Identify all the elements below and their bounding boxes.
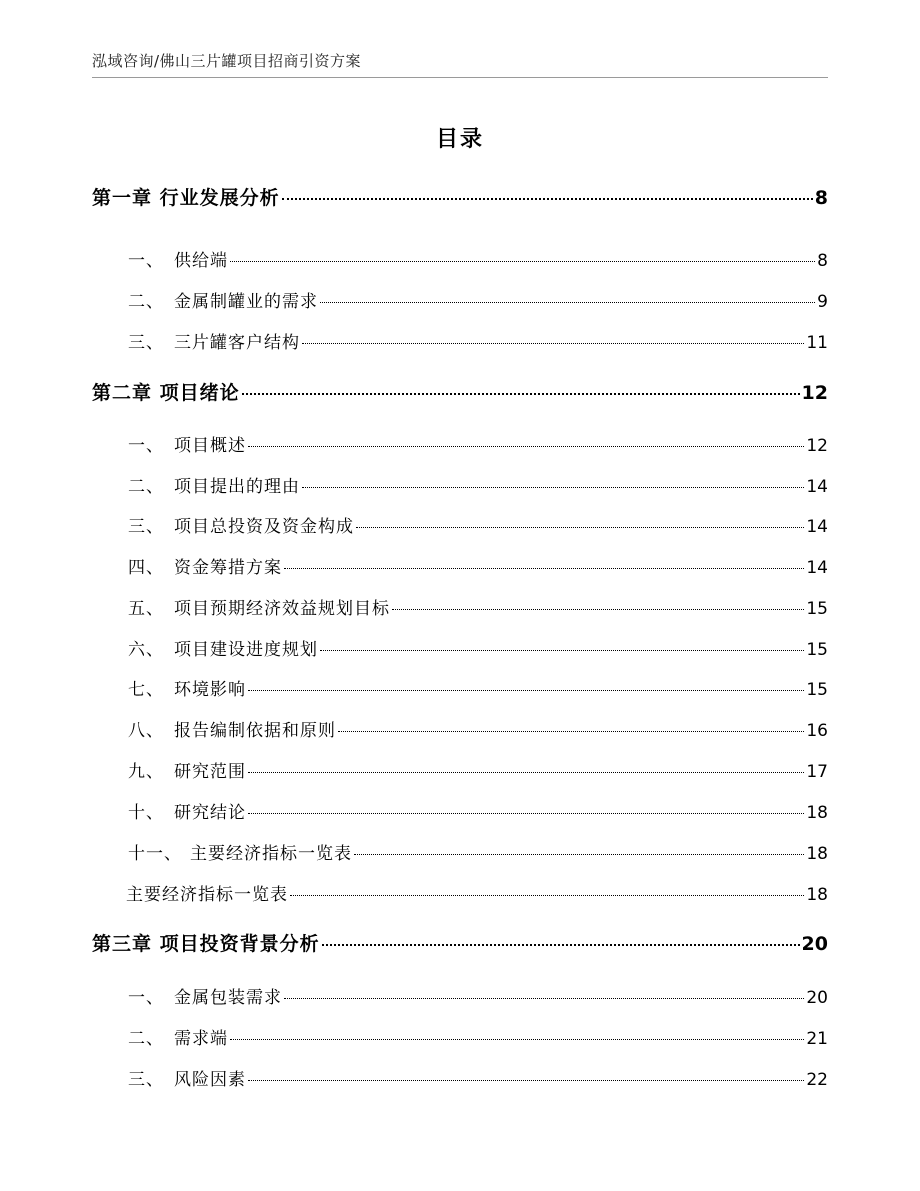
- dot-leader: [392, 609, 804, 610]
- toc-entry-number: 一、: [128, 988, 164, 1008]
- toc-entry-label: 项目预期经济效益规划目标: [174, 599, 390, 619]
- toc-entry-number: 第二章: [92, 382, 153, 404]
- toc-section[interactable]: [92, 1065, 828, 1089]
- toc-entry-label: 项目总投资及资金构成: [174, 517, 354, 537]
- toc-entry-label: 金属制罐业的需求: [174, 292, 318, 312]
- toc-entry-label: 项目投资背景分析: [159, 933, 320, 955]
- dot-leader: [248, 690, 804, 691]
- toc-entry-page: 22: [806, 1070, 828, 1090]
- toc-entry-label: 报告编制依据和原则: [174, 721, 336, 741]
- dot-leader: [320, 302, 815, 303]
- dot-leader: [248, 813, 804, 814]
- header-rule: [92, 77, 828, 78]
- toc-section[interactable]: [92, 798, 828, 822]
- toc-entry-number: 八、: [128, 721, 164, 741]
- dot-leader: [290, 895, 804, 896]
- dot-leader: [322, 944, 800, 946]
- toc-entry-label: 资金筹措方案: [174, 558, 282, 578]
- toc-entry-label: 项目提出的理由: [174, 477, 300, 497]
- toc-entry-label: 供给端: [174, 251, 228, 271]
- toc-entry-label: 行业发展分析: [159, 187, 280, 209]
- toc-entry-number: 第一章: [92, 187, 153, 209]
- toc-entry-page: 16: [806, 721, 828, 741]
- toc-entry-page: 8: [817, 251, 828, 271]
- toc-entry-label: 主要经济指标一览表: [126, 885, 288, 905]
- toc-entry-label: 金属包装需求: [174, 988, 282, 1008]
- dot-leader: [248, 446, 804, 447]
- toc-section[interactable]: [92, 328, 828, 352]
- toc-section[interactable]: [92, 472, 828, 496]
- dot-leader: [248, 772, 804, 773]
- toc-entry-label: 研究结论: [174, 803, 246, 823]
- toc-section[interactable]: [92, 635, 828, 659]
- dot-leader: [282, 198, 813, 200]
- toc-entry-number: 三、: [128, 1070, 164, 1090]
- dot-leader: [302, 343, 804, 344]
- toc-entry-page: 20: [806, 988, 828, 1008]
- dot-leader: [356, 527, 804, 528]
- toc-entry-number: 二、: [128, 477, 164, 497]
- toc-entry-number: 三、: [128, 517, 164, 537]
- toc-entry-label: 项目绪论: [159, 382, 240, 404]
- toc-entry-page: 18: [806, 885, 828, 905]
- toc-entry-number: 二、: [128, 1029, 164, 1049]
- running-header: 泓域咨询/佛山三片罐项目招商引资方案: [92, 52, 362, 70]
- toc-entry-page: 17: [806, 762, 828, 782]
- toc-entry-number: 十一、: [128, 844, 182, 864]
- toc-entry-number: 六、: [128, 640, 164, 660]
- toc-entry-label: 需求端: [174, 1029, 228, 1049]
- toc-entry-page: 12: [801, 382, 828, 404]
- toc-section[interactable]: [92, 880, 828, 904]
- dot-leader: [302, 487, 804, 488]
- toc-section[interactable]: [92, 757, 828, 781]
- toc-entry-number: 一、: [128, 436, 164, 456]
- toc-entry-label: 研究范围: [174, 762, 246, 782]
- toc-entry-label: 风险因素: [174, 1070, 246, 1090]
- toc-section[interactable]: [92, 512, 828, 536]
- toc-entry-label: 三片罐客户结构: [174, 333, 300, 353]
- toc-entry-label: 主要经济指标一览表: [190, 844, 352, 864]
- toc-section[interactable]: [92, 246, 828, 270]
- toc-entry-page: 9: [817, 292, 828, 312]
- toc-entry-number: 十、: [128, 803, 164, 823]
- dot-leader: [230, 261, 815, 262]
- toc-entry-number: 五、: [128, 599, 164, 619]
- toc-entry-page: 15: [806, 680, 828, 700]
- toc-entry-number: 第三章: [92, 933, 153, 955]
- toc-entry-page: 14: [806, 558, 828, 578]
- toc-entry-page: 18: [806, 803, 828, 823]
- toc-entry-page: 20: [801, 933, 828, 955]
- toc-entry-page: 14: [806, 517, 828, 537]
- toc-entry-page: 11: [806, 333, 828, 353]
- toc-entry-page: 15: [806, 640, 828, 660]
- toc-section[interactable]: [92, 553, 828, 577]
- toc-section[interactable]: [92, 1024, 828, 1048]
- toc-section[interactable]: [92, 839, 828, 863]
- toc-entry-page: 12: [806, 436, 828, 456]
- toc-section[interactable]: [92, 287, 828, 311]
- toc-entry-page: 21: [806, 1029, 828, 1049]
- toc-entry-number: 九、: [128, 762, 164, 782]
- toc-entry-number: 一、: [128, 251, 164, 271]
- toc-section[interactable]: [92, 983, 828, 1007]
- toc-entry-label: 项目建设进度规划: [174, 640, 318, 660]
- dot-leader: [284, 568, 804, 569]
- toc-section[interactable]: [92, 431, 828, 455]
- toc-entry-page: 18: [806, 844, 828, 864]
- dot-leader: [230, 1039, 804, 1040]
- toc-chapter-1[interactable]: [92, 183, 828, 211]
- toc-entry-label: 环境影响: [174, 680, 246, 700]
- dot-leader: [338, 731, 804, 732]
- toc-entry-number: 二、: [128, 292, 164, 312]
- toc-entry-page: 15: [806, 599, 828, 619]
- toc-title: 目录: [435, 127, 484, 152]
- toc-entry-page: 14: [806, 477, 828, 497]
- dot-leader: [354, 854, 804, 855]
- toc-section[interactable]: [92, 594, 828, 618]
- toc-chapter-3[interactable]: [92, 929, 828, 957]
- toc-entry-label: 项目概述: [174, 436, 246, 456]
- toc-entry-number: 三、: [128, 333, 164, 353]
- toc-section[interactable]: [92, 716, 828, 740]
- toc-chapter-2[interactable]: [92, 378, 828, 406]
- dot-leader: [248, 1080, 804, 1081]
- dot-leader: [242, 393, 800, 395]
- toc-section[interactable]: [92, 675, 828, 699]
- toc-entry-number: 七、: [128, 680, 164, 700]
- toc-entry-number: 四、: [128, 558, 164, 578]
- toc-entry-page: 8: [814, 187, 828, 209]
- dot-leader: [320, 650, 804, 651]
- dot-leader: [284, 998, 804, 999]
